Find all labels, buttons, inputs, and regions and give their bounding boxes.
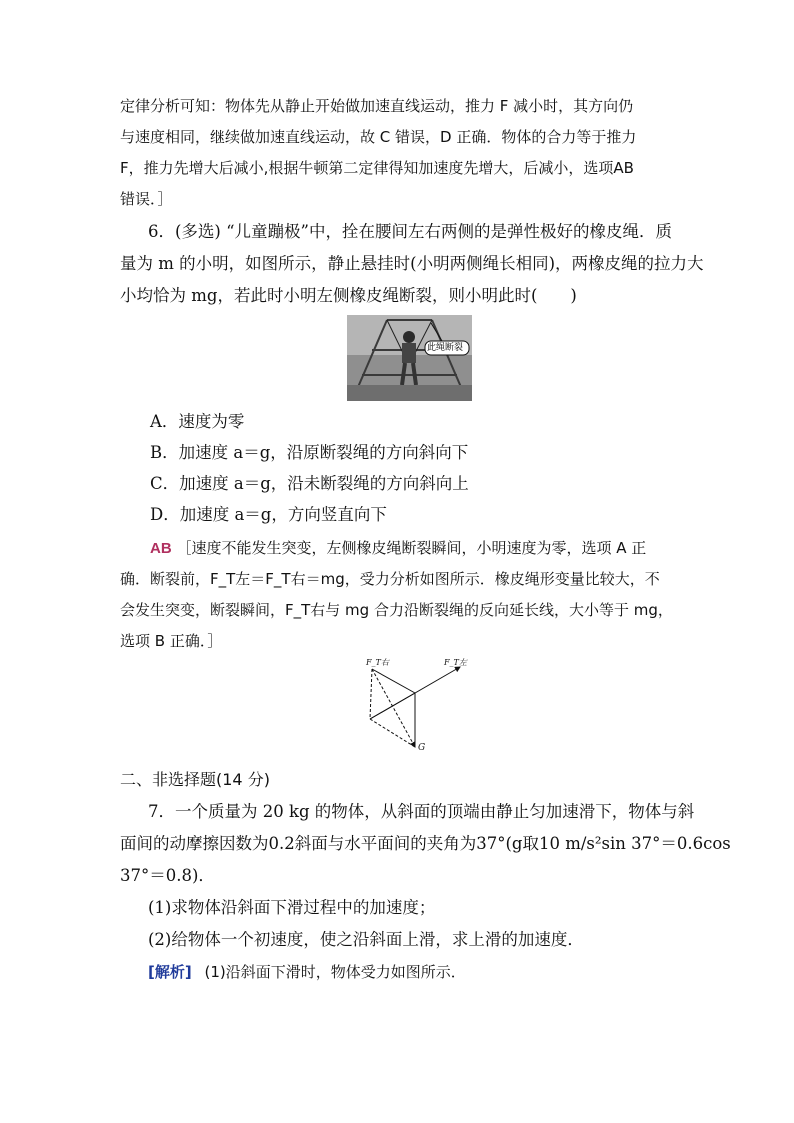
bungee-photo-illustration — [347, 315, 472, 401]
question6-solution-line-3: 会发生突变，断裂瞬间，F_T右与 mg 合力沿断裂绳的反向延长线，大小等于 mg， — [120, 601, 673, 619]
section2-heading: 二、非选择题(14 分) — [120, 770, 270, 789]
question6-answer: AB — [150, 540, 172, 557]
force-diagram-svg — [360, 655, 470, 760]
question6-option-b: B．加速度 a＝g，沿原断裂绳的方向斜向下 — [150, 443, 469, 462]
question6-option-c: C．加速度 a＝g，沿未断裂绳的方向斜向上 — [150, 474, 469, 493]
question7-part-2: (2)给物体一个初速度，使之沿斜面上滑，求上滑的加速度． — [148, 930, 584, 949]
label-ft-right: F_T右 — [366, 658, 389, 667]
force-diagram — [360, 655, 470, 760]
question6-stem-line-3: 小均恰为 mg，若此时小明左侧橡皮绳断裂，则小明此时( ) — [120, 286, 577, 305]
explanation-line-4: 错误．］ — [120, 190, 173, 208]
photo-callout-label: 此绳断裂 — [427, 343, 464, 353]
explanation-line-1: 定律分析可知：物体先从静止开始做加速直线运动，推力 F 减小时，其方向仍 — [120, 97, 634, 115]
question7-stem-line-3: 37°＝0.8)． — [120, 866, 215, 885]
question6-option-a: A．速度为零 — [150, 412, 245, 431]
question7-stem-line-2: 面间的动摩擦因数为0.2斜面与水平面间的夹角为37°(g取10 m/s²sin 37°＝0.6cos — [120, 834, 731, 853]
question6-solution-line-2: 确．断裂前，F_T左＝F_T右＝mg，受力分析如图所示．橡皮绳形变量比较大，不 — [120, 570, 660, 588]
label-gravity: G — [418, 743, 426, 753]
question7-solution-text: (1)沿斜面下滑时，物体受力如图所示． — [204, 963, 466, 981]
question7-solution-line-1 — [148, 962, 466, 982]
question7-part-1: (1)求物体沿斜面下滑过程中的加速度； — [148, 898, 436, 917]
solution-tag: [解析] — [148, 963, 192, 981]
question6-option-d: D．加速度 a＝g，方向竖直向下 — [150, 505, 387, 524]
question6-solution-text-1: ［速度不能发生突变，左侧橡皮绳断裂瞬间，小明速度为零，选项 A 正 — [176, 539, 647, 557]
question6-solution-line-1 — [150, 538, 646, 559]
explanation-line-2: 与速度相同，继续做加速直线运动，故 C 错误，D 正确．物体的合力等于推力 — [120, 128, 637, 146]
label-ft-left: F_T左 — [444, 658, 467, 667]
question6-stem-line-1: 6．(多选) “儿童蹦极”中，拴在腰间左右两侧的是弹性极好的橡皮绳．质 — [148, 222, 672, 241]
question7-stem-line-1: 7．一个质量为 20 kg 的物体，从斜面的顶端由静止匀加速滑下，物体与斜 — [148, 802, 695, 821]
question6-solution-line-4: 选项 B 正确．］ — [120, 632, 223, 650]
question6-stem-line-2: 量为 m 的小明，如图所示，静止悬挂时(小明两侧绳长相同)，两橡皮绳的拉力大 — [120, 254, 704, 273]
bungee-photo — [347, 315, 472, 401]
explanation-line-3: F，推力先增大后减小,根据牛顿第二定律得知加速度先增大，后减小，选项AB — [120, 159, 634, 177]
